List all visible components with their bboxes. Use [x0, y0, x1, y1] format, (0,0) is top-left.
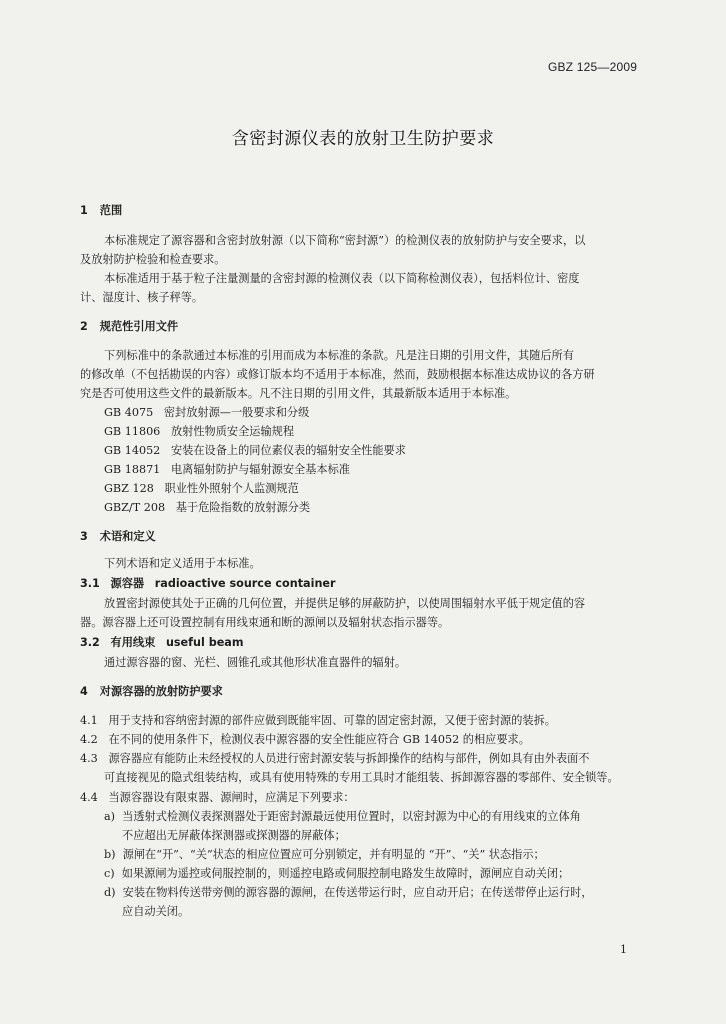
section-number: 3: [80, 530, 88, 543]
term-number: 3.2: [80, 636, 100, 649]
section-title: 范围: [99, 204, 123, 217]
section-3-heading: [80, 530, 156, 544]
reference-code: GBZ 128: [104, 482, 154, 495]
section-number: 1: [80, 204, 88, 217]
term-en: radioactive source container: [154, 577, 336, 590]
clause-number: 4.3: [80, 752, 98, 765]
reference-code: GB 4075: [104, 406, 154, 419]
paragraph-line: 本标准规定了源容器和含密封放射源（以下简称“密封源”）的检测仪表的放射防护与安全要求，以: [104, 234, 586, 247]
clause: [80, 733, 530, 747]
clause-number: 4.2: [80, 733, 98, 746]
clause: [80, 791, 355, 805]
reference-entry: [104, 463, 350, 477]
section-2-heading: [80, 320, 178, 334]
list-item: [104, 867, 569, 881]
section-title: 术语和定义: [99, 530, 156, 543]
list-text: 源闸在“开”、“关”状态的相应位置应可分别锁定，并有明显的 “开”、“关” 状态指示；: [122, 848, 545, 861]
section-number: 2: [80, 320, 88, 333]
list-text: 如果源闸为遥控或伺服控制的，则遥控电路或伺服控制电路发生故障时，源闸应自动关闭；: [121, 867, 570, 880]
reference-title: 基于危险指数的放射源分类: [175, 501, 311, 514]
list-item: [104, 810, 581, 824]
paragraph-line: 下列标准中的条款通过本标准的引用而成为本标准的条款。凡是注日期的引用文件，其随后所有: [104, 349, 574, 362]
paragraph-line: 下列术语和定义适用于本标准。: [104, 557, 261, 570]
term-cn: 有用线束: [110, 636, 156, 649]
list-item: [104, 848, 545, 862]
paragraph-line: 及放射防护检验和检查要求。: [80, 253, 226, 266]
term-en: useful beam: [165, 636, 244, 649]
clause-number: 4.4: [80, 791, 98, 804]
reference-entry: [104, 482, 299, 496]
term-heading: [80, 636, 244, 650]
term-heading: [80, 577, 336, 591]
paragraph-line: 的修改单（不包括勘误的内容）或修订版本均不适用于本标准，然而，鼓励根据本标准达成协议的各方研: [80, 368, 595, 381]
clause-text: 当源容器设有限束器、源闸时，应满足下列要求：: [108, 791, 355, 804]
section-title: 规范性引用文件: [99, 320, 179, 333]
paragraph-line: 器。源容器上还可设置控制有用线束通和断的源闸以及辐射状态指示器等。: [80, 616, 450, 629]
list-text: 安装在物料传送带旁侧的源容器的源闸，在传送带运行时，应自动开启；在传送带停止运行时，: [122, 886, 593, 899]
reference-title: 职业性外照射个人监测规范: [164, 482, 299, 495]
paragraph-line: 通过源容器的窗、光栏、圆锥孔或其他形状准直器件的辐射。: [104, 656, 407, 669]
list-label: c): [104, 867, 115, 880]
section-number: 4: [80, 685, 88, 698]
term-cn: 源容器: [110, 577, 145, 590]
paragraph-line: 本标准适用于基于粒子注量测量的含密封源的检测仪表（以下简称检测仪表），包括料位计、密度: [104, 272, 580, 285]
document-title: 含密封源仪表的放射卫生防护要求: [231, 129, 495, 149]
clause-text: 在不同的使用条件下，检测仪表中源容器的安全性能应符合 GB 14052 的相应要求。: [108, 733, 530, 746]
paragraph-line: 究是否可使用这些文件的最新版本。凡不注日期的引用文件，其最新版本适用于本标准。: [80, 387, 517, 400]
list-text: 当透射式检测仪表探测器处于距密封源最远使用位置时，以密封源为中心的有用线束的立体角: [122, 810, 581, 823]
reference-title: 密封放射源—一般要求和分级: [163, 406, 310, 419]
reference-code: GB 11806: [104, 425, 161, 438]
standard-code: GBZ 125—2009: [548, 60, 638, 74]
clause: [80, 752, 590, 766]
term-number: 3.1: [80, 577, 100, 590]
reference-entry: [104, 406, 309, 420]
clause-text: 源容器应有能防止未经授权的人员进行密封源安装与拆卸操作的结构与部件，例如具有由外表面不: [108, 752, 590, 765]
clause-number: 4.1: [80, 714, 98, 727]
paragraph-line: 放置密封源使其处于正确的几何位置，并提供足够的屏蔽防护，以使周围辐射水平低于规定值的容: [104, 597, 586, 610]
page-number: 1: [620, 943, 627, 956]
section-1-heading: [80, 204, 122, 218]
reference-code: GB 18871: [104, 463, 161, 476]
list-item-continuation: 不应超出无屏蔽体探测器或探测器的屏蔽体；: [122, 829, 346, 842]
reference-code: GB 14052: [104, 444, 161, 457]
list-label: b): [104, 848, 116, 861]
section-4-heading: [80, 685, 223, 699]
list-item-continuation: 应自动关闭。: [122, 905, 190, 918]
reference-entry: [104, 444, 406, 458]
list-label: a): [104, 810, 116, 823]
reference-title: 安装在设备上的同位素仪表的辐射安全性能要求: [170, 444, 406, 457]
paragraph-line: 计、湿度计、核子秤等。: [80, 291, 204, 304]
reference-code: GBZ/T 208: [104, 501, 166, 514]
list-label: d): [104, 886, 116, 899]
clause-text: 用于支持和容纳密封源的部件应做到既能牢固、可靠的固定密封源，又便于密封源的装拆。: [108, 714, 556, 727]
reference-entry: [104, 425, 294, 439]
reference-title: 放射性物质安全运输规程: [170, 425, 295, 438]
reference-entry: [104, 501, 310, 515]
reference-title: 电离辐射防护与辐射源安全基本标准: [170, 463, 350, 476]
section-title: 对源容器的放射防护要求: [99, 685, 223, 698]
clause: [80, 714, 556, 728]
paragraph-line: 可直接视见的隐式组装结构，或具有使用特殊的专用工具时才能组装、拆卸源容器的零部件、安全锁等。: [104, 771, 619, 784]
list-item: [104, 886, 593, 900]
